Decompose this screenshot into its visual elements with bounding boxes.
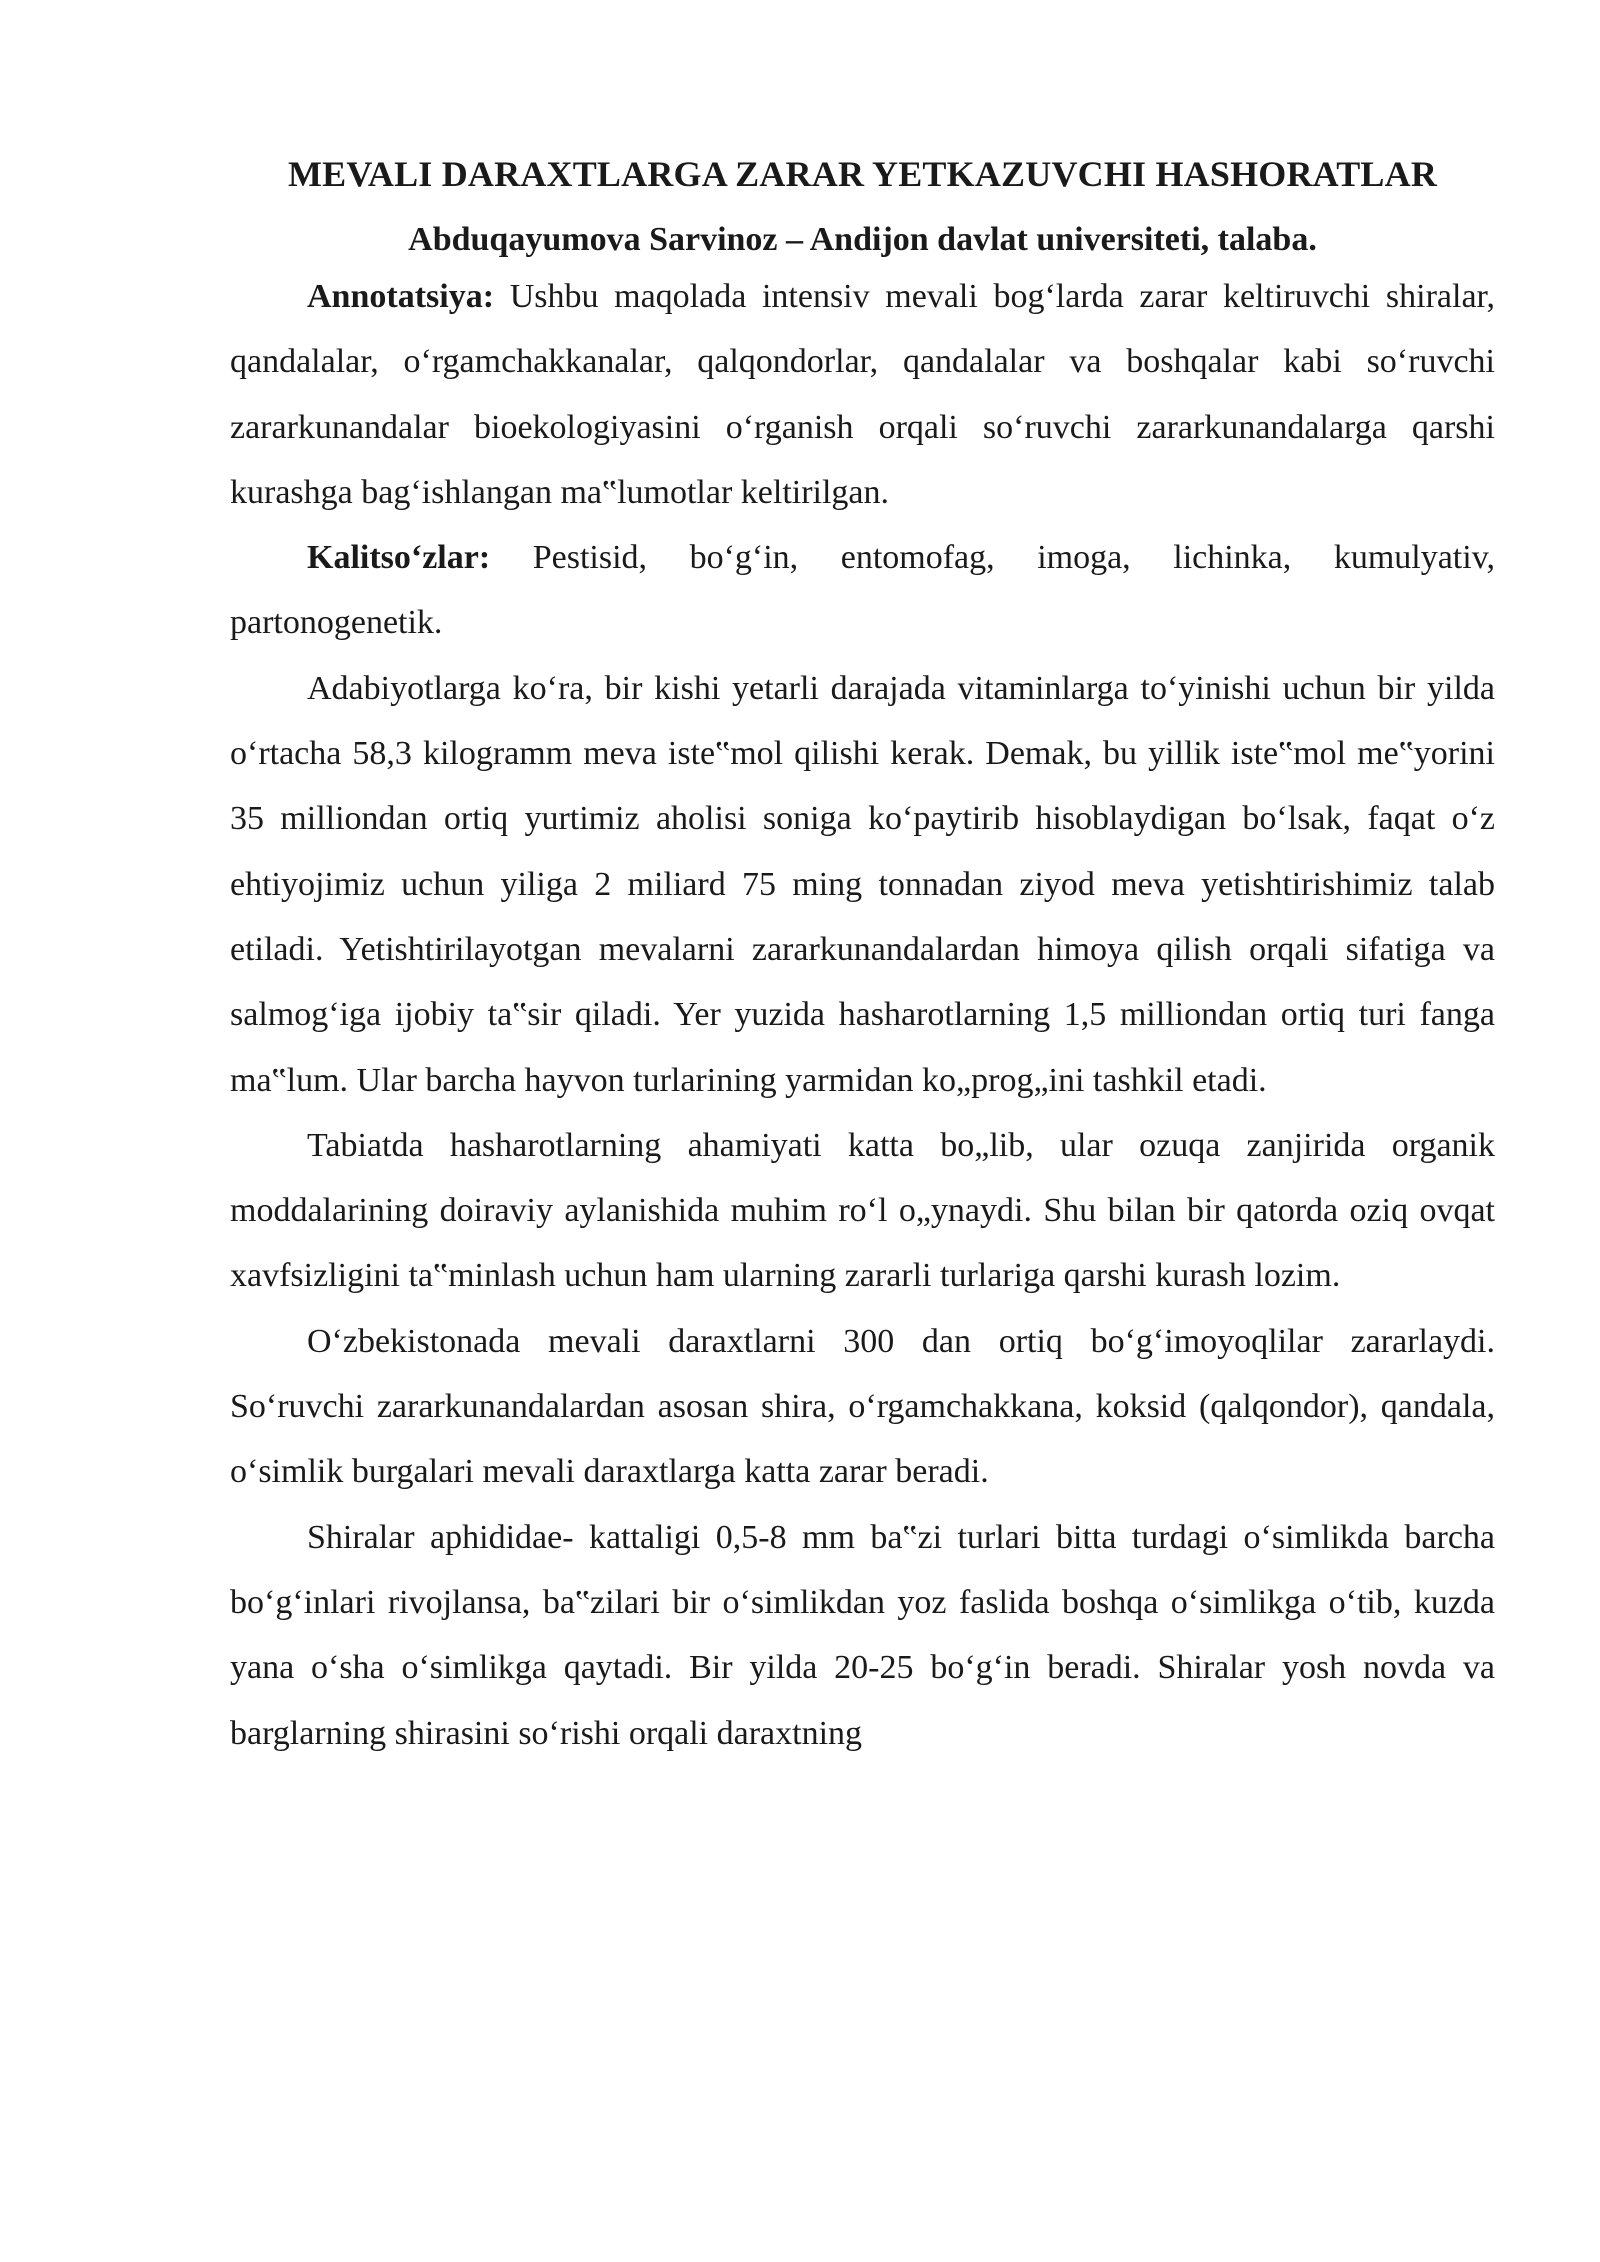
body-paragraph-2: Tabiatda hasharotlarning ahamiyati katta bo„lib, ular ozuqa zanjirida organik moddalarining doiraviy aylanishida muhim ro‘l o„ynaydi. Shu bilan bir qatorda oziq ovqat xavfsizligini ta‟minlash uchun ham ularning zararli turlariga qarshi kurash lozim. bbox=[230, 1126, 1495, 1295]
body-paragraph-3: O‘zbekistonada mevali daraxtlarni 300 dan ortiq bo‘g‘imoyoqlilar zararlaydi. So‘ruvchi zararkunandalardan asosan shira, o‘rgamchakkana, koksid (qalqondor), qandala, o‘simlik burgalari mevali daraxtlarga katta zarar beradi. bbox=[230, 1322, 1495, 1491]
author-line: Abduqayumova Sarvinoz – Andijon davlat universiteti, talaba. bbox=[408, 221, 1317, 258]
keywords-paragraph bbox=[230, 525, 1495, 656]
abstract-paragraph bbox=[230, 264, 1495, 525]
document-page bbox=[230, 150, 1495, 1766]
article-title: MEVALI DARAXTLARGA ZARAR YETKAZUVCHI HASHORATLAR bbox=[287, 154, 1438, 194]
body-paragraph-1: Adabiyotlarga ko‘ra, bir kishi yetarli darajada vitaminlarga to‘yinishi uchun bir yilda o‘rtacha 58,3 kilogramm meva iste‟mol qilishi kerak. Demak, bu yillik iste‟mol me‟yorini 35 milliondan ortiq yurtimiz aholisi soniga ko‘paytirib hisoblaydigan bo‘lsak, faqat o‘z ehtiyojimiz uchun yiliga 2 miliard 75 ming tonnadan ziyod meva yetishtirishimiz talab etiladi. Yetishtirilayotgan mevalarni zararkunandalardan himoya qilish orqali sifatiga va salmog‘iga ijobiy ta‟sir qiladi. Yer yuzida hasharotlarning 1,5 milliondan ortiq turi fanga ma‟lum. Ular barcha hayvon turlarining yarmidan ko„prog„ini tashkil etadi. bbox=[230, 669, 1495, 1099]
keywords-label: Kalitso‘zlar: bbox=[307, 539, 491, 577]
body-paragraph-4: Shiralar aphididae- kattaligi 0,5-8 mm ba‟zi turlari bitta turdagi o‘simlikda barcha bo‘g‘inlari rivojlansa, ba‟zilari bir o‘simlikdan yoz faslida boshqa o‘simlikga o‘tib, kuzda yana o‘sha o‘simlikga qaytadi. Bir yilda 20-25 bo‘g‘in beradi. Shiralar yosh novda va barglarning shirasini so‘rishi orqali daraxtning bbox=[230, 1518, 1495, 1752]
keywords-text: Pestisid, bo‘g‘in, entomofag, imoga, lichinka, kumulyativ, partonogenetik. bbox=[230, 539, 1495, 642]
abstract-text: Ushbu maqolada intensiv mevali bog‘larda zarar keltiruvchi shiralar, qandalalar, o‘rgamchakkanalar, qalqondorlar, qandalalar va boshqalar kabi so‘ruvchi zararkunandalar bioekologiyasini o‘rganish orqali so‘ruvchi zararkunandalarga qarshi kurashga bag‘ishlangan ma‟lumotlar keltirilgan. bbox=[230, 278, 1495, 511]
abstract-label: Annotatsiya: bbox=[307, 278, 495, 315]
